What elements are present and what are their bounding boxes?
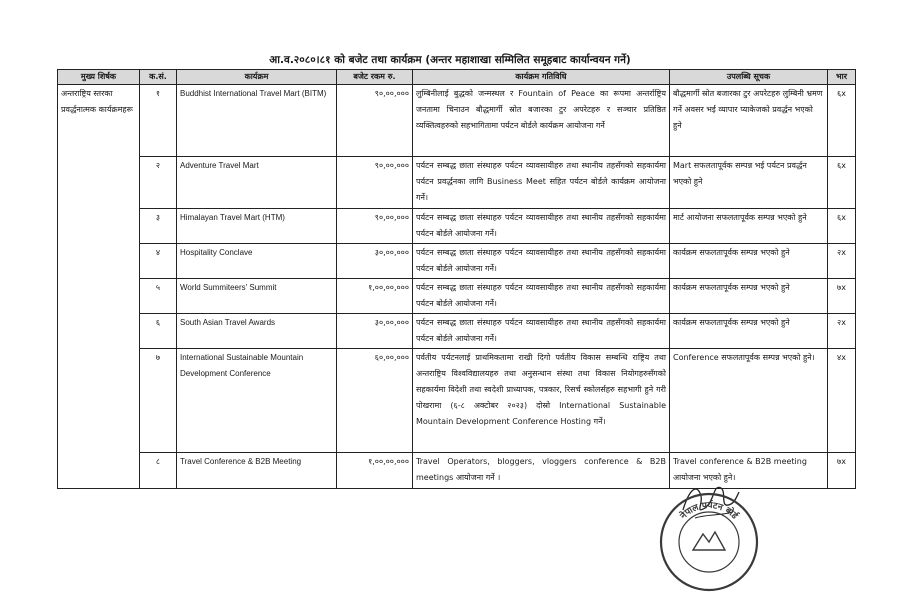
activity-cell: लुम्बिनीलाई बुद्धको जन्मस्थल र Fountain of Peace का रूपमा अन्तर्राष्ट्रिय जनतामा चिनाउन बौद्धमार्गी स्रोत बजारका टुर अपरेटहरु र सञ्चार प्रतिष्ठित व्यक्तित्वहरुको सहभागितामा पर्यटन बोर्डले कार्यक्रम आयोजना गर्ने (413, 85, 670, 157)
serial-cell: ८ (140, 453, 177, 489)
indicator-cell: कार्यक्रम सफलतापूर्वक सम्पन्न भएको हुने (670, 314, 828, 349)
indicator-cell: Conference सफलतापूर्वक सम्पन्न भएको हुने। (670, 349, 828, 453)
document-title: आ.व.२०८०।८१ को बजेट तथा कार्यक्रम (अन्तर महाशाखा सम्मिलित समूहबाट कार्यान्वयन गर्ने) (269, 54, 631, 66)
program-cell: World Summiteers' Summit (177, 279, 337, 314)
weight-cell: ६x (828, 85, 856, 157)
indicator-cell: Mart सफलतापूर्वक सम्पन्न भई पर्यटन प्रवर्द्धन भएको हुने (670, 157, 828, 209)
column-header: कार्यक्रम (177, 70, 337, 85)
amount-cell: ९०,००,००० (337, 209, 413, 244)
table-row (58, 85, 856, 157)
table-row (58, 244, 856, 279)
column-header: भार (828, 70, 856, 85)
indicator-cell: कार्यक्रम सफलतापूर्वक सम्पन्न भएको हुने (670, 244, 828, 279)
serial-cell: ४ (140, 244, 177, 279)
amount-cell: ३०,००,००० (337, 244, 413, 279)
column-header: उपलब्धि सूचक (670, 70, 828, 85)
weight-cell: २x (828, 314, 856, 349)
amount-cell: १,००,००,००० (337, 453, 413, 489)
weight-cell: ७x (828, 279, 856, 314)
budget-program-table (57, 69, 856, 489)
serial-cell: २ (140, 157, 177, 209)
weight-cell: ६x (828, 209, 856, 244)
table-header-row (58, 70, 856, 85)
program-cell: South Asian Travel Awards (177, 314, 337, 349)
activity-cell: पर्यटन सम्बद्ध छाता संस्थाहरु पर्यटन व्यावसायीहरु तथा स्थानीय तहसँगको सहकार्यमा पर्यटन प्रवर्द्धनका लागि Business Meet सहित पर्यटन बोर्डले कार्यक्रम आयोजना गर्ने। (413, 157, 670, 209)
serial-cell: ७ (140, 349, 177, 453)
activity-cell: पर्यटन सम्बद्ध छाता संस्थाहरु पर्यटन व्यावसायीहरु तथा स्थानीय तहसँगको सहकार्यमा पर्यटन बोर्डले आयोजना गर्ने। (413, 209, 670, 244)
column-header: बजेट रकम रु. (337, 70, 413, 85)
program-cell: Adventure Travel Mart (177, 157, 337, 209)
program-cell: Buddhist International Travel Mart (BITM) (177, 85, 337, 157)
table-row (58, 314, 856, 349)
activity-cell: Travel Operators, bloggers, vloggers conference & B2B meetings आयोजना गर्ने । (413, 453, 670, 489)
activity-cell: पर्यटन सम्बद्ध छाता संस्थाहरु पर्यटन व्यावसायीहरु तथा स्थानीय तहसँगको सहकार्यमा पर्यटन बोर्डले आयोजना गर्ने। (413, 244, 670, 279)
amount-cell: ९०,००,००० (337, 85, 413, 157)
weight-cell: ४x (828, 349, 856, 453)
amount-cell: ३०,००,००० (337, 314, 413, 349)
serial-cell: १ (140, 85, 177, 157)
activity-cell: पर्यटन सम्बद्ध छाता संस्थाहरु पर्यटन व्यावसायीहरु तथा स्थानीय तहसँगको सहकार्यमा पर्यटन बोर्डले आयोजना गर्ने। (413, 314, 670, 349)
indicator-cell: मार्ट आयोजना सफलतापूर्वक सम्पन्न भएको हुने (670, 209, 828, 244)
activity-cell: पर्वतीय पर्यटनलाई प्राथमिकतामा राखी दिगो पर्वतीय विकास सम्बन्धि राष्ट्रिय तथा अन्तराष्ट्रिय विश्वविद्यालयहरु तथा अनुसन्धान संस्था तथा विकास नियोगहरुसँगको सहकार्यमा विदेशी तथा स्वदेशी प्राध्यापक, पत्रकार, रिसर्च स्कोलर्सहरु सहभागी हुने गरी पोखरामा (६-८ अक्टोबर २०२३) दोस्रो International Sustainable Mountain Development Conference Hosting गर्ने। (413, 349, 670, 453)
amount-cell: ६०,००,००० (337, 349, 413, 453)
serial-cell: ६ (140, 314, 177, 349)
stamp-text: नेपाल पर्यटन बोर्ड (678, 500, 740, 522)
main-heading-cell: अन्तराष्ट्रिय स्तरका प्रवर्द्धनात्मक कार्यक्रमहरू (58, 85, 140, 489)
column-header: मुख्य शिर्षक (58, 70, 140, 85)
indicator-cell: बौद्धमार्गी स्रोत बजारका टुर अपरेटहरु लुम्बिनी भ्रमण गर्ने अवसर भई व्यापार प्याकेजको प्रवर्द्धन भएको हुने (670, 85, 828, 157)
column-header: कार्यक्रम गतिविधि (413, 70, 670, 85)
amount-cell: ९०,००,००० (337, 157, 413, 209)
serial-cell: ३ (140, 209, 177, 244)
program-cell: Hospitality Conclave (177, 244, 337, 279)
table-row (58, 279, 856, 314)
table-row (58, 349, 856, 453)
svg-text:नेपाल पर्यटन बोर्ड (677, 499, 742, 522)
column-header: क.सं. (140, 70, 177, 85)
amount-cell: १,००,००,००० (337, 279, 413, 314)
indicator-cell: Travel conference & B2B meeting आयोजना भएको हुने। (670, 453, 828, 489)
serial-cell: ५ (140, 279, 177, 314)
table-row (58, 209, 856, 244)
program-cell: Travel Conference & B2B Meeting (177, 453, 337, 489)
program-cell: International Sustainable Mountain Development Conference (177, 349, 337, 453)
table-row (58, 157, 856, 209)
weight-cell: २x (828, 244, 856, 279)
indicator-cell: कार्यक्रम सफलतापूर्वक सम्पन्न भएको हुने (670, 279, 828, 314)
weight-cell: ६x (828, 157, 856, 209)
program-cell: Himalayan Travel Mart (HTM) (177, 209, 337, 244)
official-stamp (655, 488, 763, 596)
activity-cell: पर्यटन सम्बद्ध छाता संस्थाहरु पर्यटन व्यावसायीहरु तथा स्थानीय तहसँगको सहकार्यमा पर्यटन बोर्डले आयोजना गर्ने। (413, 279, 670, 314)
weight-cell: ७x (828, 453, 856, 489)
